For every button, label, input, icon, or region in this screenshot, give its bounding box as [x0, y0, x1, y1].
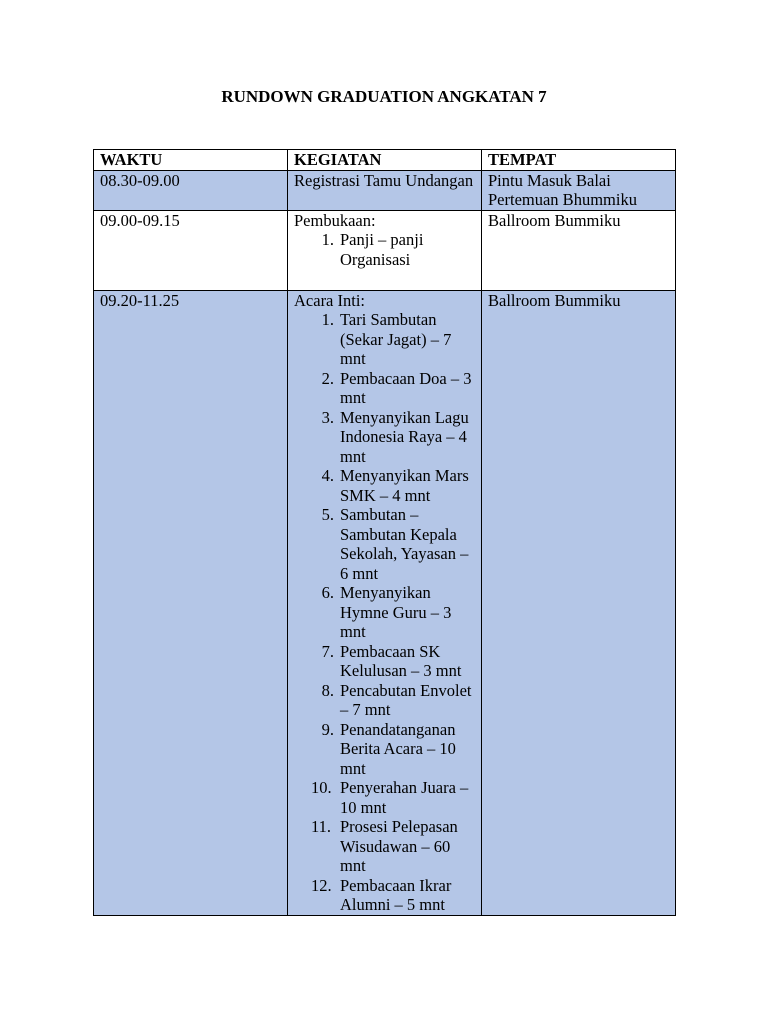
tempat-cell: Ballroom Bummiku [482, 290, 676, 915]
kegiatan-heading: Registrasi Tamu Undangan [294, 170, 474, 190]
list-item [294, 369, 475, 408]
list-item-text: Pencabutan Envolet – 7 mnt [340, 680, 472, 719]
table-header-row [94, 150, 676, 171]
waktu-cell: 08.30-09.00 [94, 170, 288, 210]
kegiatan-heading: Acara Inti: [294, 290, 366, 310]
list-item-number: 10. [311, 778, 332, 797]
list-item-number: 6. [321, 583, 334, 602]
list-item [294, 876, 475, 915]
kegiatan-heading: Pembukaan: [294, 210, 376, 230]
list-item-text: Penandatanganan Berita Acara – 10 mnt [340, 719, 456, 778]
header-kegiatan: KEGIATAN [288, 150, 482, 171]
table-row [94, 290, 676, 915]
list-item [294, 681, 475, 720]
list-item [294, 310, 475, 369]
list-item-number: 1. [321, 230, 334, 249]
list-item-number: 11. [311, 817, 332, 836]
list-item-text: Menyanyikan Hymne Guru – 3 mnt [340, 583, 452, 641]
rundown-table [93, 149, 676, 916]
list-item [294, 642, 475, 681]
list-item-text: Menyanyikan Lagu Indonesia Raya – 4 mnt [340, 407, 469, 466]
list-item [294, 778, 475, 817]
list-item-number: 8. [321, 680, 334, 700]
list-item [294, 817, 475, 876]
list-item-text: Prosesi Pelepasan Wisudawan – 60 mnt [340, 817, 458, 875]
list-item-number: 7. [321, 641, 334, 661]
list-item-text: Penyerahan Juara – 10 mnt [340, 778, 469, 817]
kegiatan-list [294, 230, 475, 269]
document-title: RUNDOWN GRADUATION ANGKATAN 7 [221, 87, 547, 106]
table-row [94, 210, 676, 290]
list-item-text: Pembacaan SK Kelulusan – 3 mnt [340, 641, 462, 680]
list-item-text: Panji – panji Organisasi [340, 230, 424, 269]
list-item-text: Menyanyikan Mars SMK – 4 mnt [340, 466, 469, 505]
list-item-number: 5. [321, 505, 334, 524]
header-tempat: TEMPAT [482, 150, 676, 171]
kegiatan-cell [288, 290, 482, 915]
list-item-number: 3. [321, 407, 334, 427]
tempat-cell: Ballroom Bummiku [482, 210, 676, 290]
list-item [294, 466, 475, 505]
list-item-text: Pembacaan Ikrar Alumni – 5 mnt [340, 875, 452, 914]
kegiatan-list [294, 310, 475, 915]
waktu-cell: 09.00-09.15 [94, 210, 288, 290]
list-item-text: Sambutan – Sambutan Kepala Sekolah, Yayasan – 6 mnt [340, 505, 469, 583]
list-item [294, 408, 475, 467]
waktu-cell: 09.20-11.25 [94, 290, 288, 915]
list-item-number: 4. [321, 466, 334, 485]
list-item [294, 583, 475, 642]
table-row [94, 170, 676, 210]
list-item-number: 9. [321, 719, 334, 739]
kegiatan-cell [288, 210, 482, 290]
list-item-text: Pembacaan Doa – 3 mnt [340, 368, 472, 407]
list-item-text: Tari Sambutan (Sekar Jagat) – 7 mnt [340, 310, 452, 368]
list-item [294, 720, 475, 779]
list-item [294, 230, 475, 269]
list-item [294, 505, 475, 583]
list-item-number: 12. [311, 875, 332, 895]
list-item-number: 2. [321, 368, 334, 388]
kegiatan-cell [288, 170, 482, 210]
header-waktu: WAKTU [94, 150, 288, 171]
list-item-number: 1. [321, 310, 334, 329]
tempat-cell: Pintu Masuk Balai Pertemuan Bhummiku [482, 170, 676, 210]
